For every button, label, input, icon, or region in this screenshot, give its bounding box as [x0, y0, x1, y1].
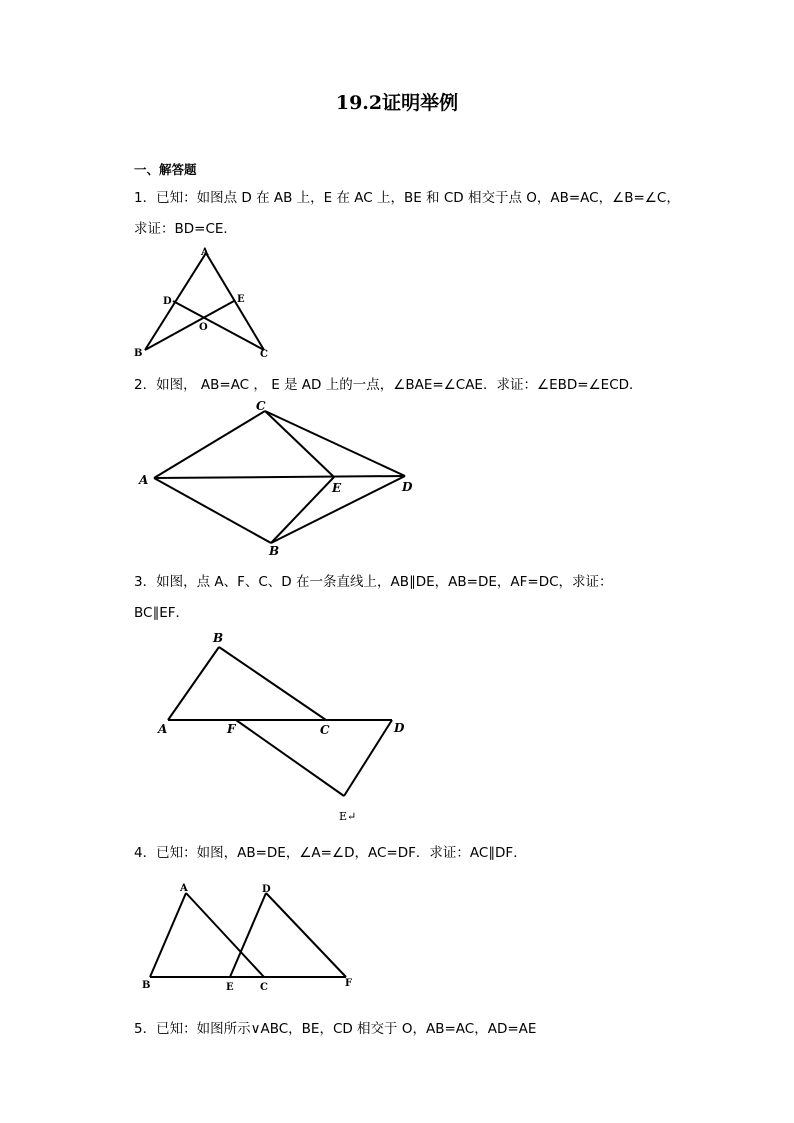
label-b: B — [134, 348, 143, 359]
label-o: O — [199, 322, 208, 333]
label-c: C — [260, 349, 268, 360]
label-b: B — [213, 631, 224, 645]
label-d: D — [402, 480, 413, 494]
label-c: C — [256, 399, 266, 413]
label-e: E — [332, 481, 342, 495]
label-a: A — [180, 883, 188, 894]
label-f: F — [227, 722, 236, 736]
label-b: B — [142, 980, 151, 991]
label-c: C — [320, 723, 330, 737]
label-e: E↵ — [339, 810, 357, 823]
problem-2-line-1: 2．如图， AB=AC ， E 是 AD 上的一点，∠BAE=∠CAE．求证：∠EBD=∠ECD． — [134, 377, 643, 393]
problem-1-line-1: 1．已知：如图点 D 在 AB 上，E 在 AC 上，BE 和 CD 相交于点 O，AB=AC，∠B=∠C， — [134, 190, 680, 206]
label-e: E — [226, 982, 234, 993]
section-heading: 一、解答题 — [134, 162, 197, 177]
problem-3-line-1: 3．如图，点 A、F、C、D 在一条直线上，AB∥DE，AB=DE，AF=DC，求证： — [134, 574, 613, 590]
segment-ba — [150, 893, 186, 977]
label-d: D — [163, 296, 172, 307]
label-d: D — [262, 884, 271, 895]
label-a: A — [139, 473, 149, 487]
label-d: D — [394, 721, 405, 735]
label-b: B — [269, 544, 280, 558]
problem-4-line-1: 4．已知：如图，AB=DE，∠A=∠D，AC=DF．求证：AC∥DF． — [134, 845, 527, 861]
label-a: A — [201, 247, 209, 258]
page-title: 19.2证明举例 — [335, 92, 459, 114]
label-f: F — [345, 978, 353, 989]
label-a: A — [158, 722, 168, 736]
problem-3-line-2: BC∥EF． — [134, 605, 189, 621]
label-e: E — [237, 294, 245, 305]
problem-5-line-1: 5．已知：如图所示∨ABC，BE，CD 相交于 O，AB=AC，AD=AE — [134, 1021, 537, 1037]
segment-ac — [186, 893, 264, 977]
segment-ed — [230, 893, 266, 977]
label-c: C — [260, 982, 268, 993]
problem-1-line-2: 求证：BD=CE． — [134, 221, 237, 237]
segment-df — [266, 893, 346, 977]
